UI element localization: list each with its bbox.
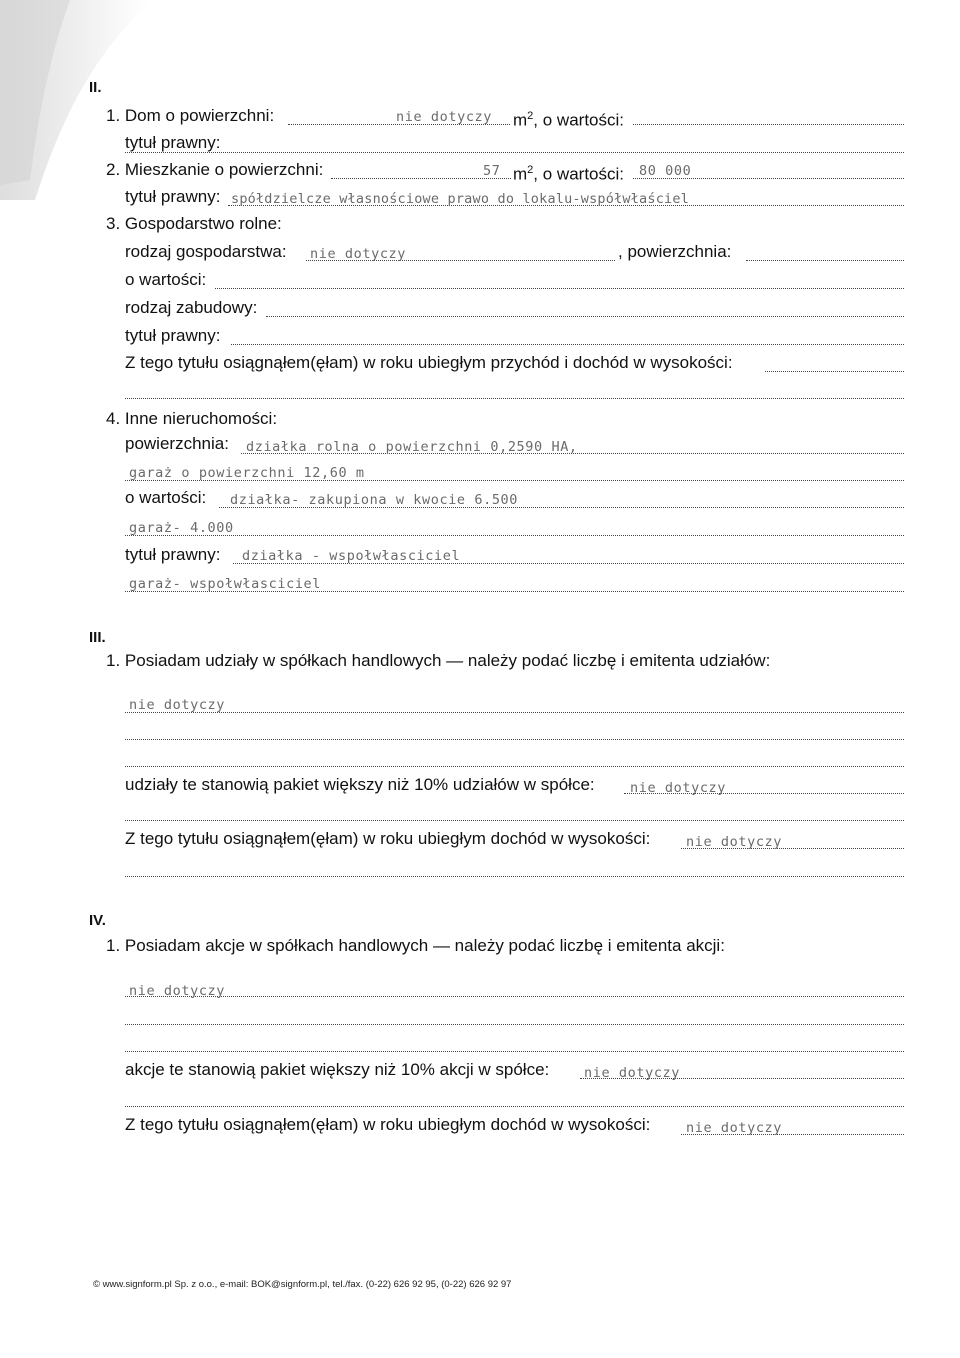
flat-title-label: tytuł prawny:: [125, 187, 221, 206]
farm-type-value: nie dotyczy: [310, 246, 407, 262]
farm-value-line: [215, 288, 904, 289]
farm-label: 3. Gospodarstwo rolne:: [106, 214, 282, 233]
section-3-heading: III.: [89, 629, 106, 646]
stocks-answer-line-2: [125, 1024, 904, 1025]
shares-answer: nie dotyczy: [129, 697, 226, 713]
house-unit-sup: 2: [527, 110, 534, 122]
shares-income-question: Z tego tytułu osiągnąłem(ęłam) w roku ubiegłym dochód w wysokości:: [125, 829, 651, 848]
shares-answer-line: [125, 712, 904, 713]
shares-income-line-2: [125, 876, 904, 877]
shares-stake-question: udziały te stanowią pakiet większy niż 10% udziałów w spółce:: [125, 775, 595, 794]
farm-income-line-2: [125, 398, 904, 399]
farm-area-line: [746, 260, 904, 261]
flat-unit-sup: 2: [527, 164, 534, 176]
house-area-label: 1. Dom o powierzchni:: [106, 106, 275, 125]
farm-buildings-line: [266, 316, 904, 317]
farm-income-label: Z tego tytułu osiągnąłem(ęłam) w roku ubiegłym przychód i dochód w wysokości:: [125, 353, 733, 372]
house-title-label: tytuł prawny:: [125, 133, 221, 152]
other-area-line1: działka rolna o powierzchni 0,2590 HA,: [246, 439, 578, 455]
stocks-answer-line-3: [125, 1051, 904, 1052]
farm-type-label: rodzaj gospodarstwa:: [125, 242, 287, 261]
house-area-value: nie dotyczy: [396, 109, 493, 125]
stocks-income-question: Z tego tytułu osiągnąłem(ęłam) w roku ubiegłym dochód w wysokości:: [125, 1115, 651, 1134]
shares-question: 1. Posiadam udziały w spółkach handlowych — należy podać liczbę i emitenta udziałów:: [106, 651, 771, 670]
flat-area-unit: [513, 160, 624, 185]
house-unit: m: [513, 110, 528, 130]
flat-area-label: 2. Mieszkanie o powierzchni:: [106, 160, 324, 179]
stocks-stake-line-2: [125, 1106, 904, 1107]
stocks-answer-line: [125, 996, 904, 997]
shares-income-answer: nie dotyczy: [686, 834, 783, 850]
other-title-line2: garaż- wspołwłasciciel: [129, 576, 322, 592]
farm-area-label: , powierzchnia:: [618, 242, 732, 261]
house-title-line: [125, 152, 904, 153]
flat-unit: m: [513, 164, 528, 184]
other-property-label: 4. Inne nieruchomości:: [106, 409, 278, 428]
footer-text: © www.signform.pl Sp. z o.o., e-mail: BOK@signform.pl, tel./fax. (0-22) 626 92 95, (0-22) 626 92 97: [93, 1279, 512, 1290]
shares-answer-line-2: [125, 739, 904, 740]
other-value-label: o wartości:: [125, 488, 207, 507]
house-value-line: [633, 124, 904, 125]
house-area-unit: [513, 106, 624, 131]
farm-buildings-label: rodzaj zabudowy:: [125, 298, 258, 317]
section-4-heading: IV.: [89, 912, 106, 929]
stocks-stake-answer: nie dotyczy: [584, 1065, 681, 1081]
other-value-line1: działka- zakupiona w kwocie 6.500: [230, 492, 519, 508]
section-2-heading: II.: [89, 79, 102, 96]
shares-stake-answer: nie dotyczy: [630, 780, 727, 796]
flat-area-value: 57: [483, 163, 501, 179]
stocks-income-answer: nie dotyczy: [686, 1120, 783, 1136]
farm-income-line: [765, 371, 904, 372]
shares-stake-line-2: [125, 820, 904, 821]
flat-value-label: , o wartości:: [533, 164, 624, 184]
other-value-line2: garaż- 4.000: [129, 520, 234, 536]
farm-value-label: o wartości:: [125, 270, 207, 289]
flat-title-value: spółdzielcze własnościowe prawo do lokalu-współwłaściel: [231, 191, 690, 207]
stocks-question: 1. Posiadam akcje w spółkach handlowych — należy podać liczbę i emitenta akcji:: [106, 936, 725, 955]
other-title-label: tytuł prawny:: [125, 545, 221, 564]
stocks-stake-question: akcje te stanowią pakiet większy niż 10% akcji w spółce:: [125, 1060, 550, 1079]
other-area-label: powierzchnia:: [125, 434, 229, 453]
house-value-label: , o wartości:: [533, 110, 624, 130]
stocks-answer: nie dotyczy: [129, 983, 226, 999]
other-value-line-2: [125, 535, 904, 536]
other-title-line1: działka - wspołwłasciciel: [242, 548, 461, 564]
shares-answer-line-3: [125, 766, 904, 767]
flat-value: 80 000: [639, 163, 692, 179]
farm-title-label: tytuł prawny:: [125, 326, 221, 345]
farm-title-line: [231, 344, 904, 345]
other-area-line2: garaż o powierzchni 12,60 m: [129, 465, 365, 481]
